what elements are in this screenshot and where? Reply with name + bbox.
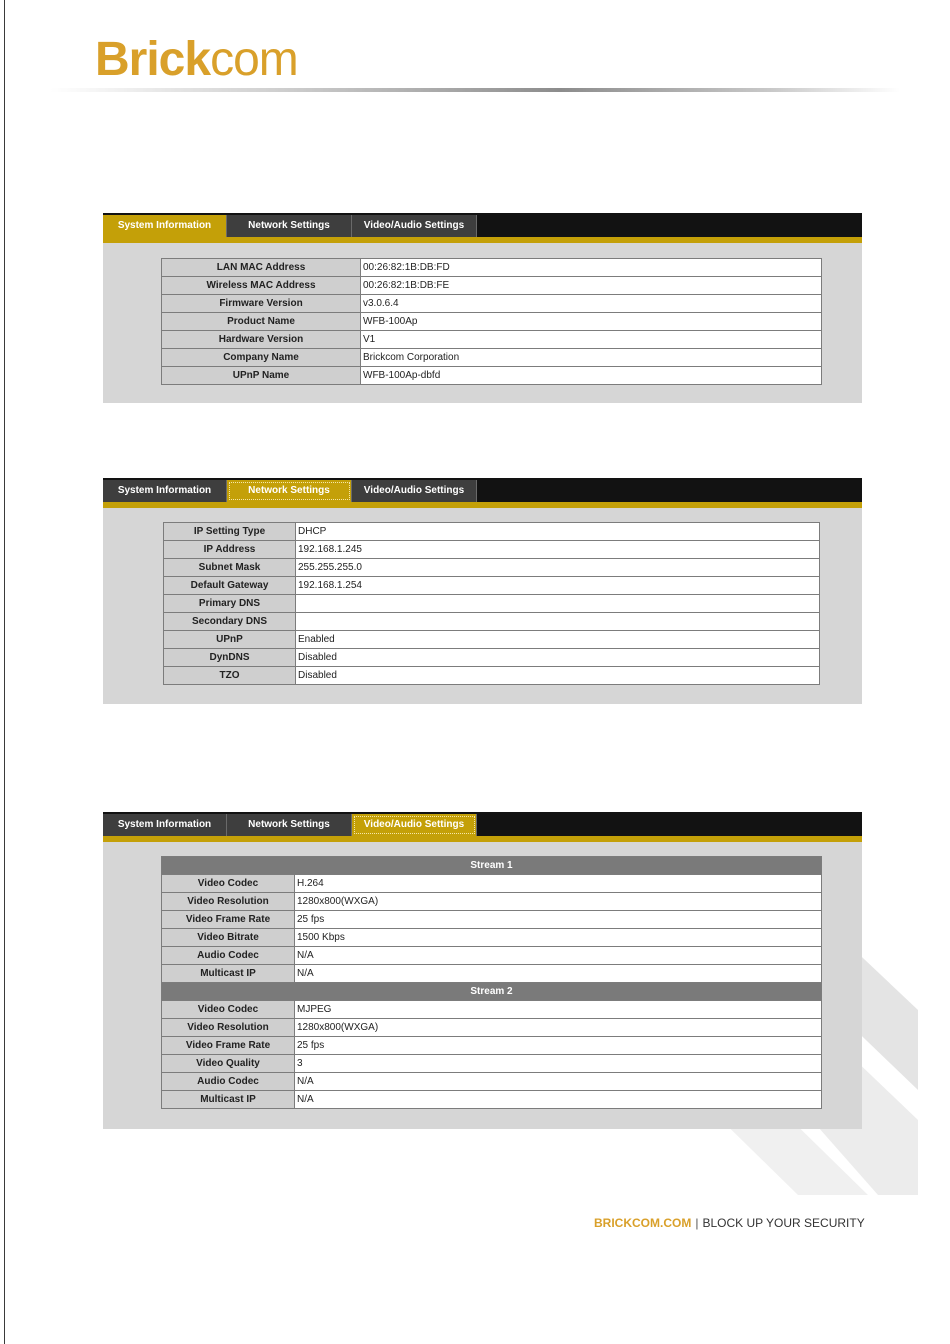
row-value: 192.168.1.245 xyxy=(296,541,820,559)
row-value: N/A xyxy=(295,1073,822,1091)
row-label: Subnet Mask xyxy=(164,559,296,577)
tab-bar xyxy=(103,812,862,836)
row-value: DHCP xyxy=(296,523,820,541)
row-label: Product Name xyxy=(162,313,361,331)
row-label: LAN MAC Address xyxy=(162,259,361,277)
table-row xyxy=(162,331,822,349)
table-row xyxy=(162,1091,822,1109)
system-information-panel xyxy=(103,213,862,403)
tab-video-audio-settings[interactable]: Video/Audio Settings xyxy=(352,814,477,836)
table-row xyxy=(162,259,822,277)
brickcom-logo: Brickcom xyxy=(95,33,298,86)
row-value: 25 fps xyxy=(295,1037,822,1055)
row-label: TZO xyxy=(164,667,296,685)
row-label: DynDNS xyxy=(164,649,296,667)
row-label: UPnP Name xyxy=(162,367,361,385)
stream-header-row xyxy=(162,983,822,1001)
row-value: N/A xyxy=(295,1091,822,1109)
table-row xyxy=(162,1001,822,1019)
tab-system-information[interactable]: System Information xyxy=(103,814,227,836)
row-value: 1280x800(WXGA) xyxy=(295,1019,822,1037)
row-value: MJPEG xyxy=(295,1001,822,1019)
table-row xyxy=(164,541,820,559)
row-value: H.264 xyxy=(295,875,822,893)
row-label: Company Name xyxy=(162,349,361,367)
video-audio-settings-panel xyxy=(103,812,862,1129)
table-row xyxy=(162,1019,822,1037)
tab-network-settings[interactable]: Network Settings xyxy=(227,480,352,502)
stream-2-header: Stream 2 xyxy=(162,983,822,1001)
row-label: Wireless MAC Address xyxy=(162,277,361,295)
row-label: Audio Codec xyxy=(162,947,295,965)
row-value: v3.0.6.4 xyxy=(361,295,822,313)
row-value: 00:26:82:1B:DB:FD xyxy=(361,259,822,277)
table-row xyxy=(162,313,822,331)
row-label: IP Address xyxy=(164,541,296,559)
row-value: V1 xyxy=(361,331,822,349)
table-row xyxy=(162,295,822,313)
footer-separator: | xyxy=(695,1216,699,1230)
tab-bar xyxy=(103,213,862,237)
footer-tagline xyxy=(594,1216,865,1230)
row-value: Disabled xyxy=(296,649,820,667)
row-label: Hardware Version xyxy=(162,331,361,349)
row-value: N/A xyxy=(295,965,822,983)
row-value: 1500 Kbps xyxy=(295,929,822,947)
table-row xyxy=(162,947,822,965)
table-row xyxy=(162,875,822,893)
table-row xyxy=(164,613,820,631)
row-value: 1280x800(WXGA) xyxy=(295,893,822,911)
table-row xyxy=(164,595,820,613)
table-row xyxy=(164,631,820,649)
row-label: Video Resolution xyxy=(162,893,295,911)
row-value: WFB-100Ap xyxy=(361,313,822,331)
tab-system-information[interactable]: System Information xyxy=(103,215,227,237)
row-value: 25 fps xyxy=(295,911,822,929)
table-row xyxy=(162,893,822,911)
row-label: Default Gateway xyxy=(164,577,296,595)
table-row xyxy=(164,577,820,595)
header-divider xyxy=(50,88,900,92)
tab-network-settings[interactable]: Network Settings xyxy=(227,215,352,237)
stream-1-header: Stream 1 xyxy=(162,857,822,875)
row-value: WFB-100Ap-dbfd xyxy=(361,367,822,385)
row-label: Video Frame Rate xyxy=(162,1037,295,1055)
row-value: Enabled xyxy=(296,631,820,649)
row-label: UPnP xyxy=(164,631,296,649)
row-value: Disabled xyxy=(296,667,820,685)
tab-bar xyxy=(103,478,862,502)
tab-network-settings[interactable]: Network Settings xyxy=(227,814,352,836)
row-label: Multicast IP xyxy=(162,965,295,983)
row-value: Brickcom Corporation xyxy=(361,349,822,367)
tab-underline-bar xyxy=(103,502,862,508)
table-row xyxy=(164,667,820,685)
row-label: Secondary DNS xyxy=(164,613,296,631)
table-row xyxy=(162,367,822,385)
table-row xyxy=(162,965,822,983)
row-label: Firmware Version xyxy=(162,295,361,313)
row-label: Video Frame Rate xyxy=(162,911,295,929)
row-label: Video Bitrate xyxy=(162,929,295,947)
table-row xyxy=(164,523,820,541)
system-information-table xyxy=(161,258,822,385)
page-left-rule xyxy=(4,0,5,1344)
row-label: Audio Codec xyxy=(162,1073,295,1091)
row-value xyxy=(296,595,820,613)
table-row xyxy=(162,1055,822,1073)
tab-underline-bar xyxy=(103,836,862,842)
row-value: 3 xyxy=(295,1055,822,1073)
row-label: Multicast IP xyxy=(162,1091,295,1109)
table-row xyxy=(164,649,820,667)
table-row xyxy=(162,929,822,947)
row-label: Primary DNS xyxy=(164,595,296,613)
table-row xyxy=(162,1073,822,1091)
row-label: Video Codec xyxy=(162,1001,295,1019)
row-value xyxy=(296,613,820,631)
table-row xyxy=(164,559,820,577)
row-value: N/A xyxy=(295,947,822,965)
tab-video-audio-settings[interactable]: Video/Audio Settings xyxy=(352,480,477,502)
row-value: 255.255.255.0 xyxy=(296,559,820,577)
row-label: IP Setting Type xyxy=(164,523,296,541)
footer-site-link[interactable]: BRICKCOM.COM xyxy=(594,1216,692,1230)
row-value: 192.168.1.254 xyxy=(296,577,820,595)
row-label: Video Resolution xyxy=(162,1019,295,1037)
table-row xyxy=(162,349,822,367)
row-label: Video Quality xyxy=(162,1055,295,1073)
stream-header-row xyxy=(162,857,822,875)
row-value: 00:26:82:1B:DB:FE xyxy=(361,277,822,295)
footer-slogan: BLOCK UP YOUR SECURITY xyxy=(702,1216,865,1230)
tab-system-information[interactable]: System Information xyxy=(103,480,227,502)
table-row xyxy=(162,911,822,929)
row-label: Video Codec xyxy=(162,875,295,893)
network-settings-table xyxy=(163,522,820,685)
network-settings-panel xyxy=(103,478,862,704)
video-audio-settings-table xyxy=(161,856,822,1109)
table-row xyxy=(162,277,822,295)
table-row xyxy=(162,1037,822,1055)
tab-underline-bar xyxy=(103,237,862,243)
tab-video-audio-settings[interactable]: Video/Audio Settings xyxy=(352,215,477,237)
